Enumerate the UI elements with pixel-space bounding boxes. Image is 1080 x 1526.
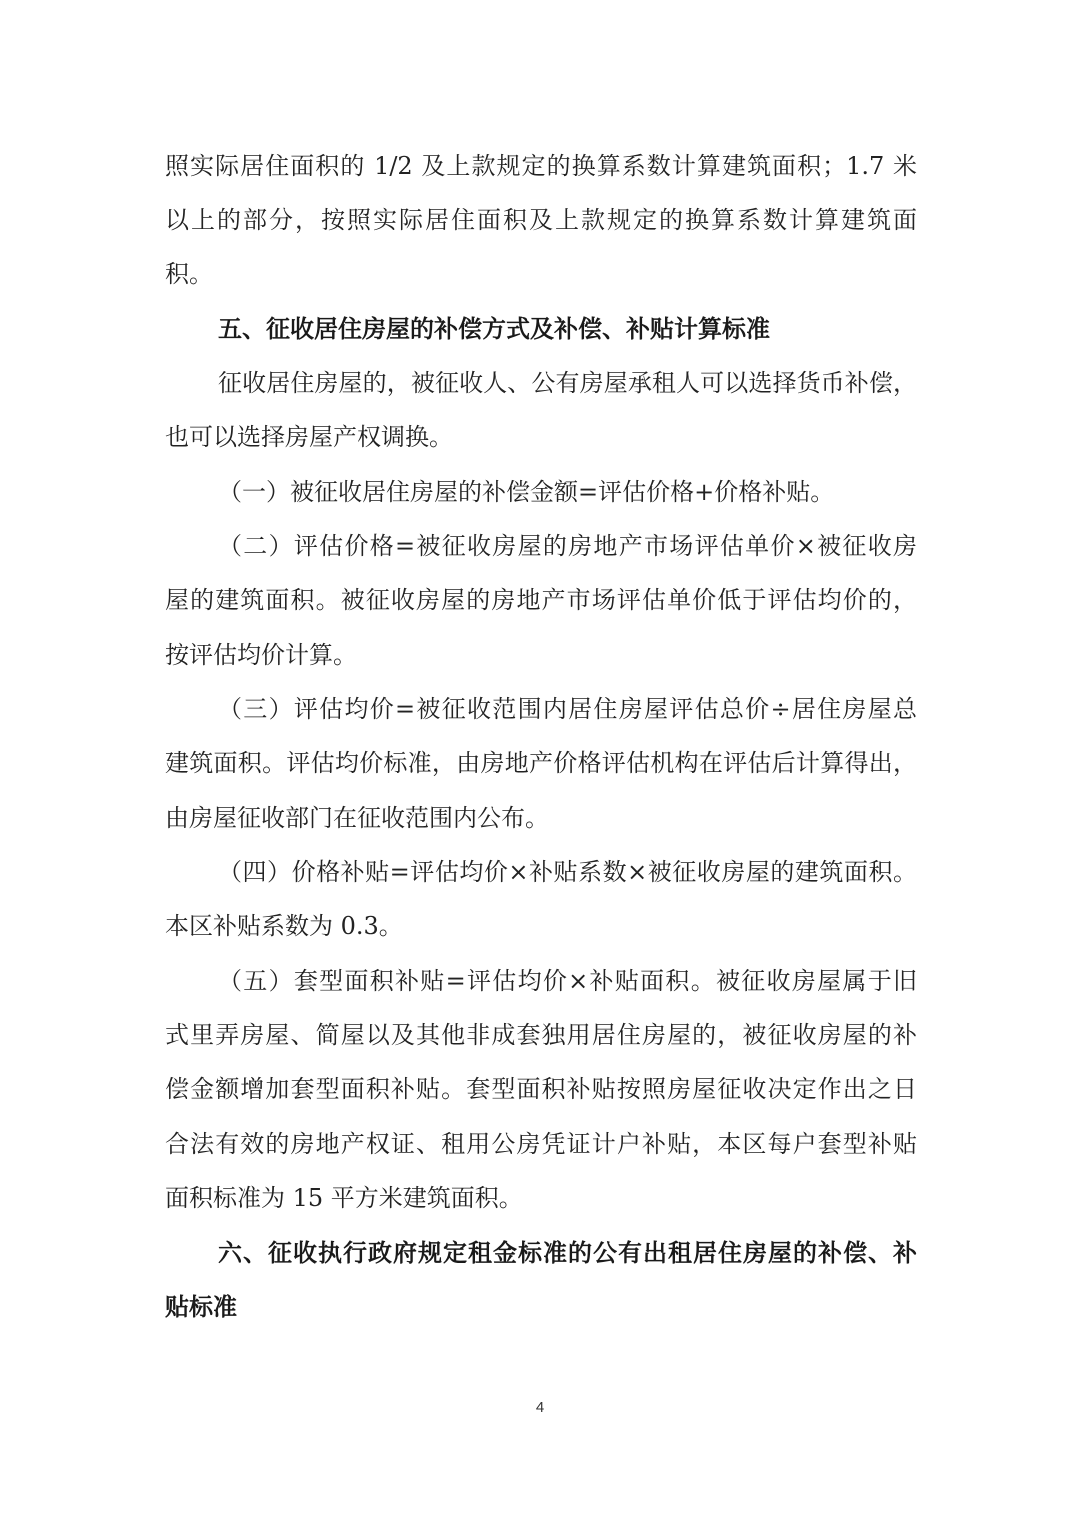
text-line: 式里弄房屋、简屋以及其他非成套独用居住房屋的，被征收房屋的补 [165, 1021, 917, 1049]
text-line: 由房屋征收部门在征收范围内公布。 [165, 804, 549, 832]
text-line: 积。 [165, 260, 213, 288]
text-line: 建筑面积。评估均价标准，由房地产价格评估机构在评估后计算得出， [165, 749, 917, 777]
page-number: 4 [535, 1399, 545, 1416]
text-line: 以上的部分，按照实际居住面积及上款规定的换算系数计算建筑面 [165, 206, 917, 234]
text-line: 按评估均价计算。 [165, 641, 357, 669]
text-line: 照实际居住面积的 1/2 及上款规定的换算系数计算建筑面积；1.7 米 [165, 152, 917, 180]
text-line: 本区补贴系数为 0.3。 [165, 912, 403, 940]
text-line: （三）评估均价=被征收范围内居住房屋评估总价÷居住房屋总 [218, 695, 917, 723]
section-heading-6-continued: 贴标准 [165, 1293, 237, 1321]
text-line: 也可以选择房屋产权调换。 [165, 423, 453, 451]
text-line: （五）套型面积补贴=评估均价×补贴面积。被征收房屋属于旧 [218, 967, 917, 995]
text-line: （二）评估价格=被征收房屋的房地产市场评估单价×被征收房 [218, 532, 917, 560]
text-line: 偿金额增加套型面积补贴。套型面积补贴按照房屋征收决定作出之日 [165, 1075, 917, 1103]
text-line: （四）价格补贴=评估均价×补贴系数×被征收房屋的建筑面积。 [218, 858, 917, 886]
section-heading-6: 六、征收执行政府规定租金标准的公有出租居住房屋的补偿、补 [218, 1239, 917, 1267]
text-line: 面积标准为 15 平方米建筑面积。 [165, 1184, 523, 1212]
section-heading-5: 五、征收居住房屋的补偿方式及补偿、补贴计算标准 [218, 315, 770, 343]
text-line: 屋的建筑面积。被征收房屋的房地产市场评估单价低于评估均价的， [165, 586, 917, 614]
text-line: （一）被征收居住房屋的补偿金额=评估价格+价格补贴。 [218, 478, 835, 506]
text-line: 征收居住房屋的，被征收人、公有房屋承租人可以选择货币补偿， [218, 369, 917, 397]
text-line: 合法有效的房地产权证、租用公房凭证计户补贴，本区每户套型补贴 [165, 1130, 917, 1158]
